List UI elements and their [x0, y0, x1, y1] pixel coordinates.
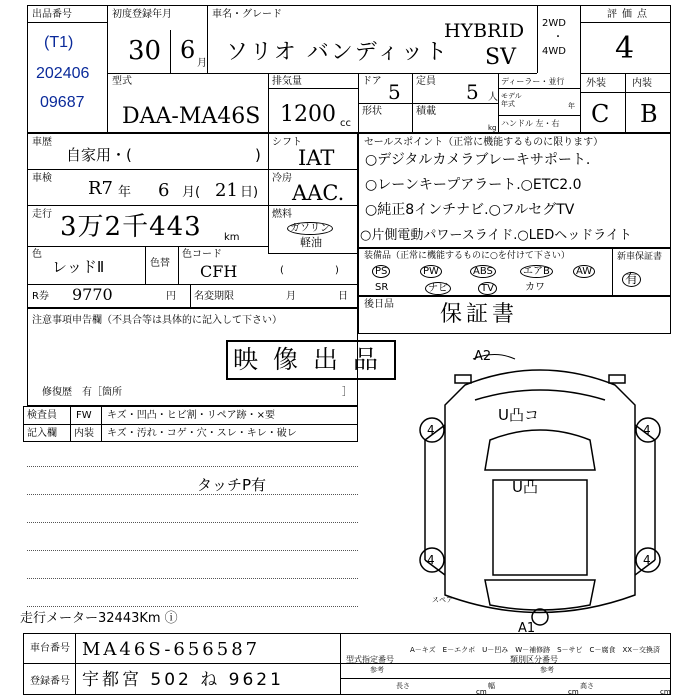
tire-rr: 4	[643, 553, 651, 567]
tire-rl: 4	[427, 553, 435, 567]
color-code: CFH	[200, 262, 238, 281]
mileage-value: 3万2千443	[60, 212, 202, 242]
fuel-paren-close: )	[335, 265, 339, 276]
odometer-note: 走行メーター32443Km ⓘ	[20, 611, 178, 626]
equip-ps: PS	[372, 265, 390, 278]
car-grade-bottom: SV	[485, 45, 516, 70]
stamp-char-1: 映	[233, 345, 259, 374]
shape-label: 形状	[362, 106, 382, 117]
capacity-label: 定員	[416, 76, 436, 87]
shift-value: IAT	[298, 146, 335, 170]
car-grade-top: HYBRID	[444, 20, 525, 42]
chassis-label: 車台番号	[30, 643, 70, 654]
damage-mid: U凸	[512, 478, 538, 496]
first-reg-year: 30	[128, 36, 162, 66]
notes-label: 注意事項申告欄（不具合等は具体的に記入して下さい）	[32, 315, 282, 326]
color-value: レッドⅡ	[52, 258, 105, 276]
ac-label: 冷房	[272, 173, 292, 184]
displacement-label: 排気量	[272, 76, 302, 87]
lot-label: 出品番号	[32, 9, 72, 20]
width-unit: cm	[568, 688, 579, 696]
model-year-label: モデル年式	[501, 92, 522, 108]
lot-number: 09687	[40, 94, 85, 111]
inspection-day-close: 日)	[240, 185, 259, 200]
fuel-gasoline: ガソリン	[287, 222, 333, 235]
after-items-label: 後日品	[364, 299, 394, 310]
equip-abs: ABS	[470, 265, 496, 278]
lot-date: 202406	[36, 65, 90, 82]
model-label: 型式	[112, 76, 132, 87]
height-label: 高さ	[580, 682, 594, 690]
drive-2wd: 2WD	[542, 18, 566, 29]
color-label: 色	[32, 249, 42, 260]
name-change-day: 日	[338, 291, 348, 302]
sales-point-2: ○レーンキープアラート.○ETC2.0	[365, 177, 582, 193]
sales-point-4: ○片側電動パワースライド.○LEDヘッドライト	[360, 228, 632, 243]
first-reg-month: 6	[180, 36, 196, 64]
handle-label: ハンドル 左・右	[501, 119, 560, 128]
displacement-unit: cc	[340, 118, 351, 129]
fuel-paren-open: (	[280, 265, 284, 276]
damage-front: U凸コ	[498, 406, 539, 424]
type-number-label: 型式指定番号	[346, 655, 394, 664]
class-ref: 参考	[540, 666, 554, 674]
inspection-era: R7	[88, 178, 114, 199]
damage-a1: A1	[518, 621, 536, 636]
ac-value: AAC.	[292, 181, 345, 205]
exterior-label: 外装	[586, 78, 606, 89]
first-reg-label: 初度登録年月	[112, 9, 172, 20]
inspection-month-unit: 月(	[182, 185, 201, 200]
equip-airbag: エアB	[520, 265, 553, 278]
score-label: 評価点	[607, 9, 652, 20]
registration-label: 登録番号	[30, 676, 70, 687]
car-diagram	[405, 345, 675, 635]
fw-items: キズ・凹凸・ヒビ割・リペア跡・×要	[107, 410, 275, 421]
mileage-unit: km	[224, 232, 240, 243]
damage-a2: A2	[474, 349, 492, 364]
recycle-value: 9770	[72, 285, 113, 304]
score-value: 4	[615, 31, 635, 66]
sales-point-1: ○デジタルカメラブレーキサポート.	[365, 152, 591, 168]
color-change-label: 色替	[150, 258, 170, 269]
stamp-char-3: 出	[313, 345, 339, 374]
equip-navi: ナビ	[425, 282, 451, 295]
lot-code: (T1)	[44, 34, 74, 51]
capacity-unit: 人	[488, 92, 498, 103]
recycle-label: R券	[32, 291, 49, 302]
touch-paint-note: タッチP有	[197, 476, 267, 494]
inspector-label-2: 記入欄	[27, 428, 57, 439]
usage-label: 車歴	[32, 137, 52, 148]
fw-label: FW	[76, 410, 92, 421]
displacement-value: 1200	[280, 102, 336, 127]
width-label: 幅	[488, 682, 495, 690]
after-items-value: 保証書	[440, 302, 519, 327]
repair-history-close: ］	[342, 387, 352, 398]
registration-number: 宇都宮 502 ね 9621	[82, 670, 284, 690]
equip-tv: TV	[478, 282, 497, 295]
name-change-month: 月	[286, 291, 296, 302]
interior-label: 内装	[632, 78, 652, 89]
length-unit: cm	[476, 688, 487, 696]
inspector-label-1: 検査員	[27, 410, 57, 421]
new-car-warranty-label: 新車保証書	[617, 252, 663, 262]
color-code-label: 色コード	[182, 249, 222, 260]
equip-leather: カワ	[525, 282, 545, 293]
drive-4wd: 4WD	[542, 46, 566, 57]
tire-fl: 4	[427, 423, 435, 437]
height-unit: cm	[660, 688, 671, 696]
equip-aw: AW	[573, 265, 595, 278]
doors-value: 5	[388, 80, 401, 104]
equipment-label: 装備品（正常に機能するものに○を付けて下さい）	[364, 251, 570, 261]
spare-label: スペア	[432, 596, 453, 604]
fuel-diesel: 軽油	[300, 236, 322, 249]
load-label: 積載	[416, 106, 436, 117]
inspection-year-unit: 年	[118, 185, 132, 200]
model-value: DAA-MA46S	[122, 104, 261, 129]
usage-close: )	[255, 146, 261, 164]
sales-point-3: ○純正8インチナビ.○フルセグTV	[365, 202, 575, 218]
usage-value: 自家用・(	[66, 146, 132, 164]
recycle-unit: 円	[166, 291, 176, 302]
equip-sr: SR	[375, 282, 389, 293]
dealer-label: ディーラー・並行	[501, 77, 565, 86]
inspection-month: 6	[158, 180, 170, 201]
new-car-warranty: 有	[622, 272, 641, 287]
name-change-label: 名変期限	[194, 291, 234, 302]
interior-grade: B	[640, 100, 658, 128]
interior-check-items: キズ・汚れ・コゲ・穴・スレ・キレ・破レ	[107, 428, 297, 439]
car-name: ソリオ バンディット	[226, 40, 450, 65]
repair-history-label: 修復歴 有［箇所	[42, 387, 122, 398]
equip-pw: PW	[420, 265, 442, 278]
damage-legend: A－キズ E－エクボ U－凹み W－補修跡 S－サビ C－腐食 XX－交換済	[410, 646, 661, 654]
mileage-label: 走行	[32, 209, 52, 220]
inspection-label: 車検	[32, 173, 52, 184]
stamp-char-4: 品	[353, 345, 379, 374]
capacity-value: 5	[466, 80, 479, 104]
class-number-label: 類別区分番号	[510, 655, 558, 664]
tire-fr: 4	[643, 423, 651, 437]
length-label: 長さ	[396, 682, 410, 690]
interior-check-label: 内装	[74, 428, 94, 439]
chassis-number: MA46S-656587	[82, 639, 261, 660]
fuel-label: 燃料	[272, 209, 292, 220]
type-ref: 参考	[370, 666, 384, 674]
stamp-char-2: 像	[273, 345, 299, 374]
first-reg-month-unit: 月	[197, 58, 207, 69]
doors-label: ドア	[362, 76, 382, 87]
shift-label: シフト	[272, 137, 302, 148]
inspection-day: 21	[215, 180, 238, 201]
model-year-unit: 年	[568, 102, 575, 110]
load-unit: kg	[488, 124, 497, 132]
car-name-label: 車名・グレード	[212, 9, 282, 20]
sales-label: セールスポイント（正常に機能するものに限ります）	[364, 137, 604, 148]
exterior-grade: C	[591, 100, 610, 128]
drive-dot: ・	[553, 32, 563, 43]
